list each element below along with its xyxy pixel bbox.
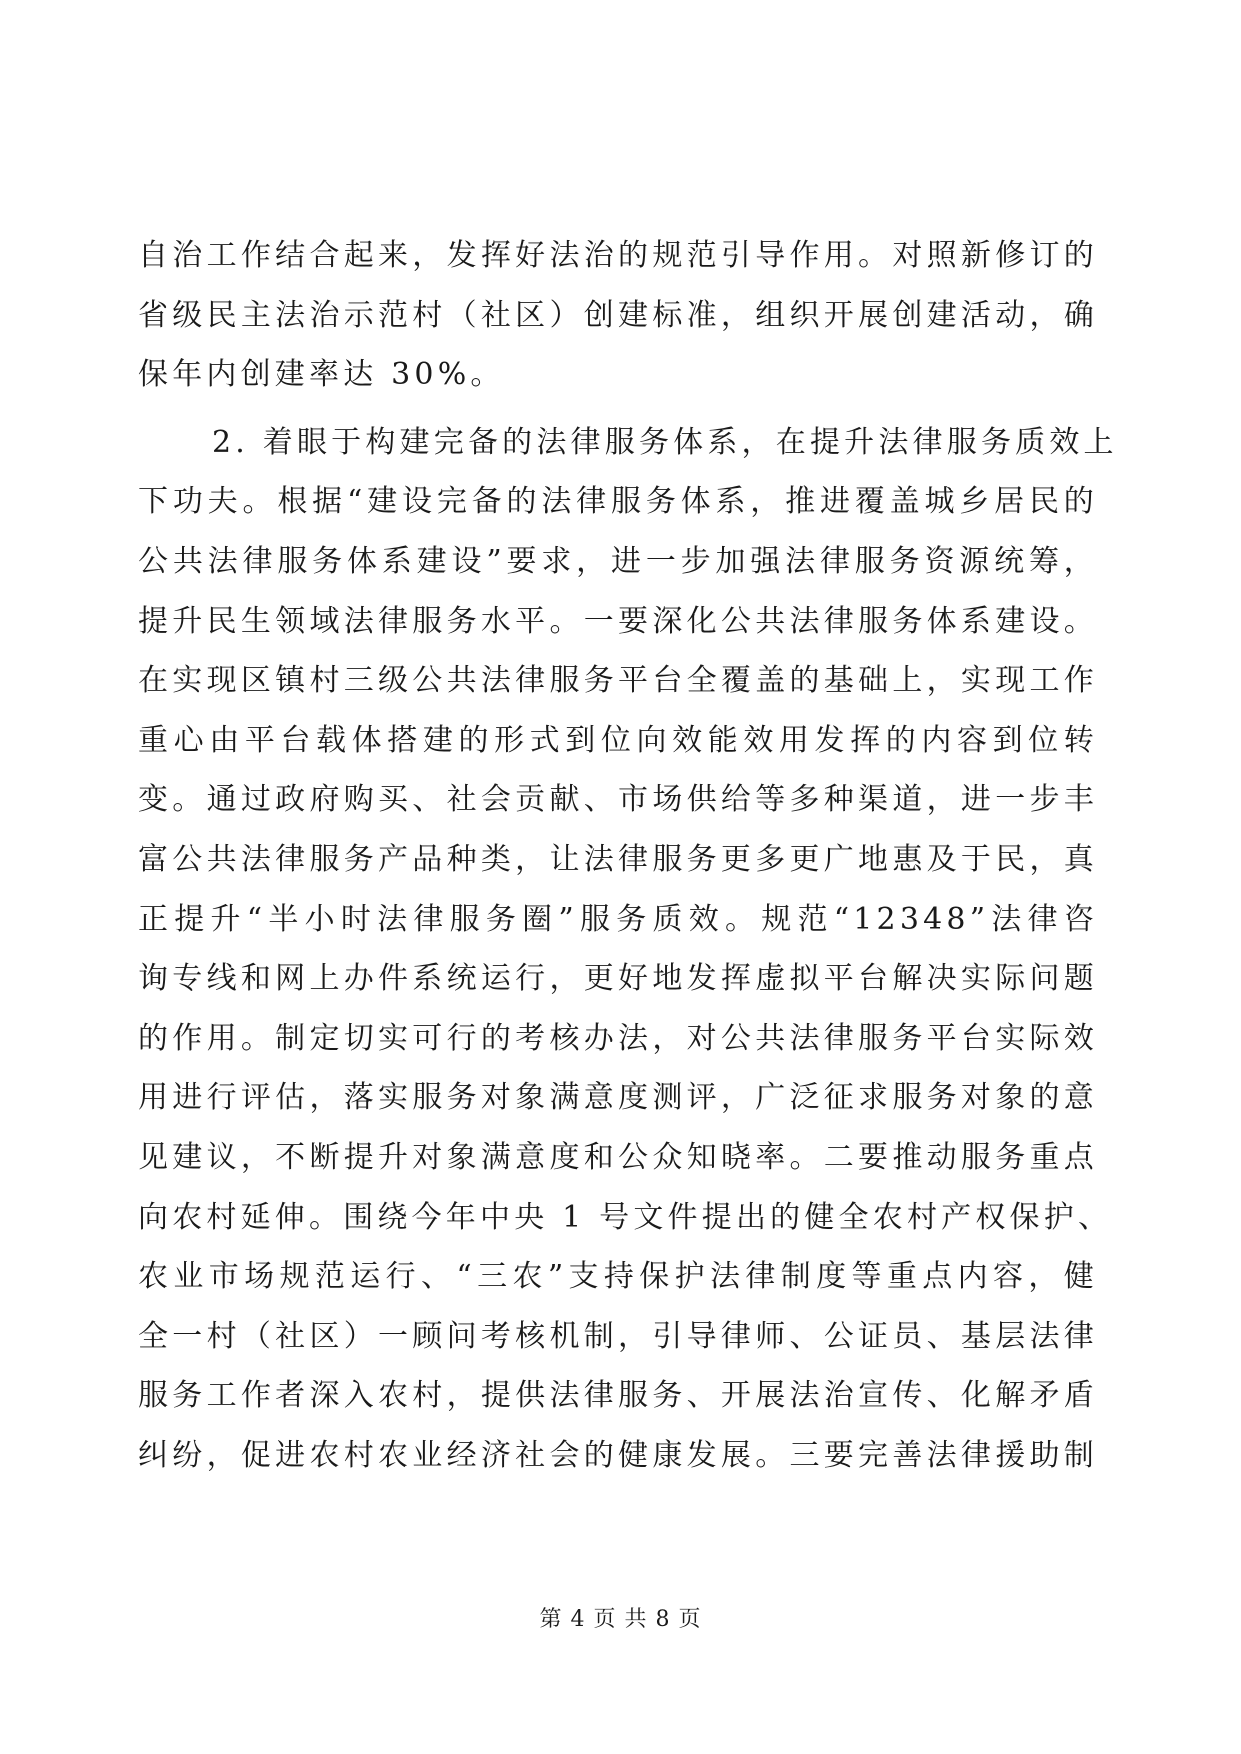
paragraph-gap	[138, 405, 1098, 413]
text-line: 询专线和网上办件系统运行，更好地发挥虚拟平台解决实际问题	[138, 961, 1098, 997]
text-line: 纠纷，促进农村农业经济社会的健康发展。三要完善法律援助制	[138, 1437, 1098, 1473]
page-number-footer: 第 4 页 共 8 页	[539, 1607, 702, 1632]
text-line: 变。通过政府购买、社会贡献、市场供给等多种渠道，进一步丰	[138, 782, 1098, 818]
text-line: 自治工作结合起来，发挥好法治的规范引导作用。对照新修订的	[138, 238, 1098, 273]
text-line: 富公共法律服务产品种类，让法律服务更多更广地惠及于民，真	[138, 841, 1098, 877]
text-line: 下功夫。根据“建设完备的法律服务体系，推进覆盖城乡居民的	[138, 484, 1098, 520]
text-line: 全一村（社区）一顾问考核机制，引导律师、公证员、基层法律	[138, 1318, 1098, 1354]
text-line: 见建议，不断提升对象满意度和公众知晓率。二要推动服务重点	[138, 1139, 1098, 1175]
text-line: 用进行评估，落实服务对象满意度测评，广泛征求服务对象的意	[138, 1080, 1098, 1116]
text-line: 重心由平台载体搭建的形式到位向效能效用发挥的内容到位转	[138, 722, 1098, 758]
text-line: 服务工作者深入农村，提供法律服务、开展法治宣传、化解矛盾	[138, 1378, 1098, 1414]
text-line: 提升民生领域法律服务水平。一要深化公共法律服务体系建设。	[138, 603, 1098, 639]
text-line: 2. 着眼于构建完备的法律服务体系，在提升法律服务质效上	[212, 424, 1118, 460]
text-line: 在实现区镇村三级公共法律服务平台全覆盖的基础上，实现工作	[138, 663, 1098, 699]
body-text	[138, 226, 1118, 1485]
text-line: 保年内创建率达 30%。	[138, 357, 505, 393]
text-line: 的作用。制定切实可行的考核办法，对公共法律服务平台实际效	[138, 1020, 1098, 1056]
text-line: 向农村延伸。围绕今年中央 1 号文件提出的健全农村产权保护、	[138, 1199, 1113, 1235]
text-line: 公共法律服务体系建设”要求，进一步加强法律服务资源统筹，	[138, 543, 1098, 579]
text-line: 正提升“半小时法律服务圈”服务质效。规范“12348”法律咨	[138, 901, 1098, 937]
text-line: 省级民主法治示范村（社区）创建标准，组织开展创建活动，确	[138, 297, 1098, 333]
text-line: 农业市场规范运行、“三农”支持保护法律制度等重点内容，健	[138, 1259, 1098, 1295]
